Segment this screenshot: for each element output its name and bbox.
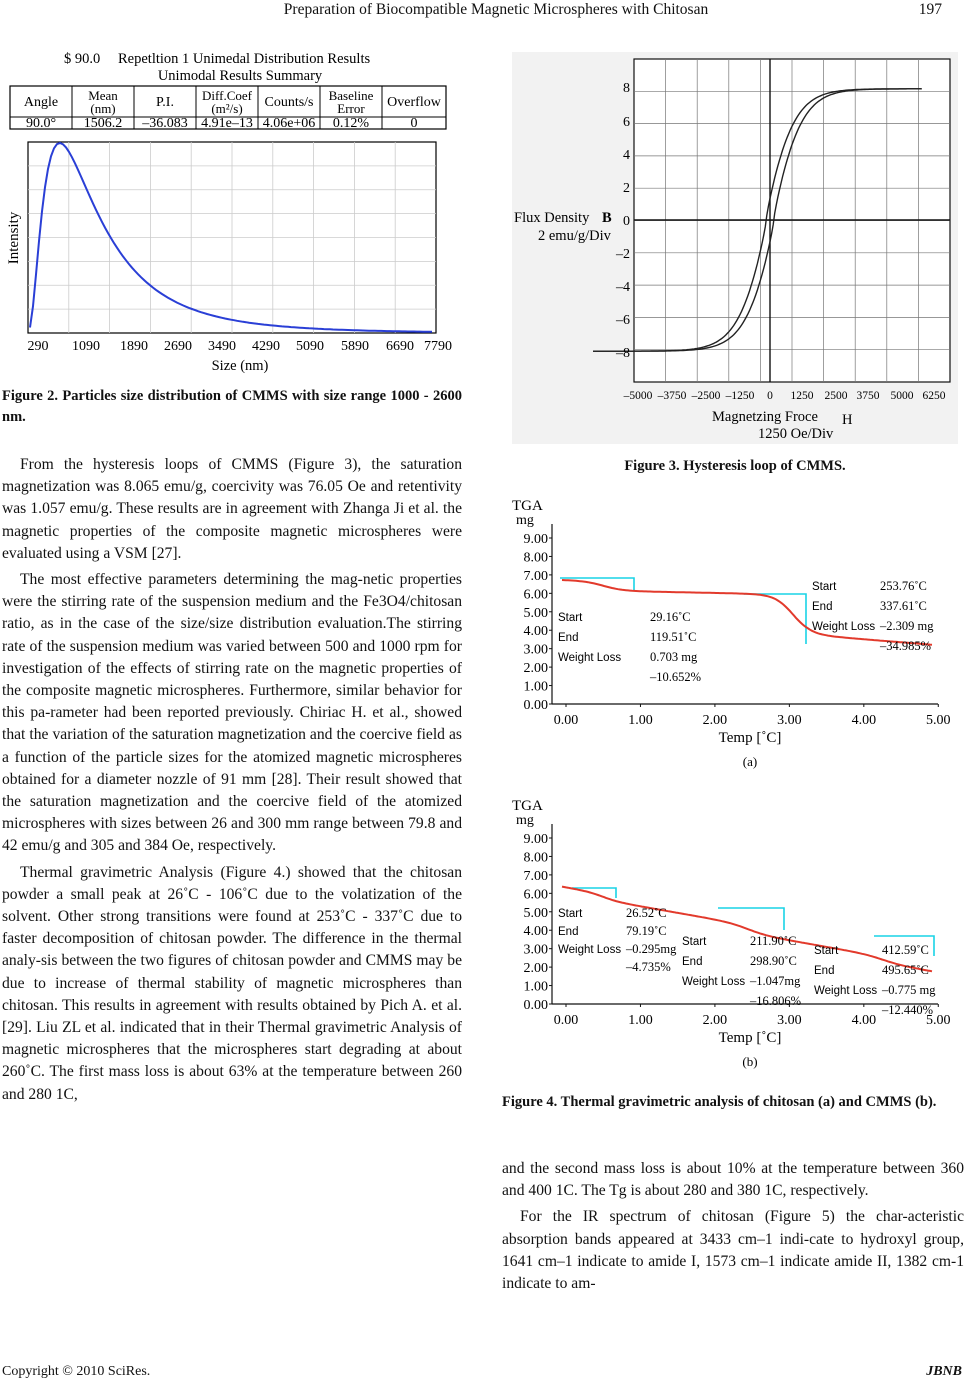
y-tick-label: 4.00 xyxy=(523,624,548,640)
figure-2-subtitle: Unimodal Results Summary xyxy=(157,68,323,84)
table-header: Counts/s xyxy=(264,95,314,110)
figure-2-top-label-2: Repetltion 1 Unimedal Distribution Results xyxy=(118,51,371,67)
step-start-value: 26.52˚C xyxy=(626,906,667,920)
step-loss-label: Weight Loss xyxy=(682,976,746,988)
step-start-label: Start xyxy=(558,612,583,624)
step-loss-percent: –4.735% xyxy=(626,960,671,974)
tga-xlabel: Temp [˚C] xyxy=(718,1030,782,1046)
x-tick-label: 5890 xyxy=(341,339,369,354)
table-header: Baseline xyxy=(328,88,374,103)
right-paragraph-1: and the second mass loss is about 10% at the temperature between 360 and 400 1C. The Tg is about 280 and 380 1C, respectively. xyxy=(502,1160,964,1200)
y-tick-label: 6.00 xyxy=(523,587,548,603)
step-bracket xyxy=(718,908,784,930)
running-title: Preparation of Biocompatible Magnetic Microspheres with Chitosan xyxy=(283,1,709,18)
step-end-label: End xyxy=(814,965,835,977)
x-tick-label: 6250 xyxy=(922,390,946,402)
step-loss-percent: –16.806% xyxy=(750,994,802,1008)
table-header: Angle xyxy=(23,95,59,110)
right-column-text xyxy=(502,1158,964,1295)
x-tick-label: –1250 xyxy=(725,390,755,402)
y-tick-label: 9.00 xyxy=(523,532,548,547)
y-tick-label: –4 xyxy=(616,280,630,295)
page-number: 197 xyxy=(918,1,942,18)
y-tick-label: 8.00 xyxy=(523,550,548,566)
table-header: P.I. xyxy=(156,95,174,110)
figure-2-xticks xyxy=(28,339,453,354)
x-tick-label: 2500 xyxy=(824,390,848,402)
step-loss-label: Weight Loss xyxy=(814,985,878,997)
step-start-value: 29.16˚C xyxy=(650,610,691,624)
y-tick-label: 8.00 xyxy=(523,850,548,866)
figure-2-ylabel: Intensity xyxy=(6,211,22,265)
y-tick-label: 4.00 xyxy=(523,924,548,940)
tga-curve xyxy=(562,887,932,972)
figure-2-top-label: $ 90.0 xyxy=(64,51,101,67)
step-end-value: 495.65˚C xyxy=(882,963,929,977)
x-tick-label: 2690 xyxy=(164,339,192,354)
y-tick-label: 7.00 xyxy=(523,568,548,584)
step-loss-percent: –34.985% xyxy=(880,639,932,653)
step-loss-label: Weight Loss xyxy=(812,621,876,633)
x-tick-label: 1.00 xyxy=(628,713,653,728)
x-tick-label: 4.00 xyxy=(851,1013,877,1028)
left-column-text xyxy=(2,454,462,1106)
tga-title: TGA xyxy=(512,498,543,514)
x-tick-label: 3750 xyxy=(856,390,880,402)
right-paragraph-2: For the IR spectrum of chitosan (Figure 5) the char-acteristic absorption bands appeared at 3433 cm–1 indi-cate to hydroxyl group, 1641 cm–1 indicate to amide I, 1573 cm–1 indicate amide II, 1382 cm-1 indicate to am- xyxy=(502,1208,964,1293)
x-tick-label: 2.00 xyxy=(702,713,728,728)
figure-3-ylabel-1: Flux Density xyxy=(514,210,590,226)
tga-xlabel: Temp [˚C] xyxy=(718,730,782,746)
figure-3-xlabel-2: 1250 Oe/Div xyxy=(758,426,834,442)
x-tick-label: –2500 xyxy=(691,390,721,402)
x-tick-label: –5000 xyxy=(623,390,653,402)
step-start-value: 253.76˚C xyxy=(880,579,927,593)
y-tick-label: 2 xyxy=(623,181,630,196)
left-paragraph-2: The most effective parameters determining the mag-netic properties were the stirring rate of the suspension medium and the Fe3O4/chitosan ratio, as in the case of the size/size distribution evaluation.The stirring rate of the suspension medium was varied between 500 and 1000 rpm for investigation of the effects of stirring rate on the magnetic properties of the composite magnetic microspheres. Furthermore, similar behavior for this pa-rameter had been reported previously. Chiriac H. et al., showed that the variation of the saturation magnetization and the coercive field as a function of the particle sizes for the atomized magnetic microspheres obtained for a diameter nozzle of 91 mm [28]. Their result showed that the saturation magnetization and the coercive field of the atomized microspheres with sizes between 26 and 300 mm range between 79.8 and 42 emu/g and 305 and 384 Oe, respectively. xyxy=(2,571,462,855)
x-tick-label: 3.00 xyxy=(777,1013,802,1028)
x-tick-label: –3750 xyxy=(657,390,687,402)
step-loss-value: –2.309 mg xyxy=(880,619,934,633)
step-loss-label: Weight Loss xyxy=(558,944,622,956)
figure-3-yticks xyxy=(615,81,630,361)
y-tick-label: 2.00 xyxy=(523,661,548,677)
y-tick-label: 1.00 xyxy=(523,679,548,695)
step-end-label: End xyxy=(558,926,579,938)
figure-4b-graphic xyxy=(508,796,960,1078)
y-tick-label: 5.00 xyxy=(523,605,548,621)
figure-3-caption: Figure 3. Hysteresis loop of CMMS. xyxy=(624,458,846,474)
figure-3-ylabel-2: 2 emu/g/Div xyxy=(538,228,611,244)
table-cell: 1506.2 xyxy=(83,116,123,131)
step-loss-value: 0.703 mg xyxy=(650,650,698,664)
table-header-unit: (m²/s) xyxy=(211,101,243,116)
y-tick-label: 6 xyxy=(623,115,630,130)
left-paragraph-3: Thermal gravimetric Analysis (Figure 4.) showed that the chitosan powder a small peak at 26˚C - 106˚C due to the volatization of the solvent. Other strong transitions were found at 253˚C - 337˚C due to faster decomposition of chitosan powder. The difference in the thermal analy-sis between the two figures of chitosan powder and CMMS may be due to increase of thermal stability of magnetic microspheres than chitosan. This results in agreement with results obtained by Pich A. et al. [29]. Liu ZL et al. indicated that in their Thermal gravimetric Analysis of magnetic microspheres that the microspheres start degrading at about 260˚C. The first mass loss is about 63% at the temperature between 260 and 280 1C, xyxy=(2,863,462,1103)
step-end-label: End xyxy=(812,601,833,613)
x-tick-label: 290 xyxy=(27,339,49,354)
x-tick-label: 4290 xyxy=(252,339,280,354)
figure-2 xyxy=(0,40,464,380)
footer xyxy=(2,1364,962,1380)
table-cell: 0 xyxy=(410,116,418,131)
table-cell: 4.06e+06 xyxy=(262,116,316,131)
size-summary-table xyxy=(24,86,442,131)
step-end-value: 119.51˚C xyxy=(650,630,697,644)
table-header: Mean xyxy=(88,88,118,103)
step-start-value: 412.59˚C xyxy=(882,943,929,957)
figure-3-ylabel-b: B xyxy=(602,210,612,226)
running-head xyxy=(0,0,964,22)
x-tick-label: 0.00 xyxy=(553,1013,579,1028)
tga-curve xyxy=(562,580,932,645)
y-tick-label: 3.00 xyxy=(523,642,548,658)
y-tick-label: 0.00 xyxy=(523,998,548,1013)
figure-4a xyxy=(508,496,960,776)
x-tick-label: 1.00 xyxy=(628,1013,653,1028)
figure-3-xticks xyxy=(623,390,946,402)
x-tick-label: 0 xyxy=(767,390,773,402)
tga-sublabel: (a) xyxy=(742,754,758,769)
step-start-label: Start xyxy=(682,936,707,948)
tga-sublabel: (b) xyxy=(742,1054,758,1069)
figure-4a-graphic xyxy=(508,496,960,776)
table-cell: 0.12% xyxy=(332,116,370,131)
step-end-value: 337.61˚C xyxy=(880,599,927,613)
x-tick-label: 0.00 xyxy=(553,713,579,728)
tga-unit: mg xyxy=(516,813,534,828)
step-loss-percent: –10.652% xyxy=(650,670,702,684)
table-header-unit: Error xyxy=(337,101,365,116)
figure-2-caption: Figure 2. Particles size distribution of CMMS with size range 1000 - 2600 nm. xyxy=(2,388,462,425)
x-tick-label: 4.00 xyxy=(851,713,877,728)
step-end-label: End xyxy=(682,956,703,968)
x-tick-label: 5000 xyxy=(890,390,914,402)
x-tick-label: 1890 xyxy=(120,339,148,354)
step-loss-value: –0.295mg xyxy=(626,942,677,956)
table-header: Overflow xyxy=(387,95,441,110)
step-end-label: End xyxy=(558,632,579,644)
figure-3 xyxy=(512,52,958,444)
left-paragraph-1: From the hysteresis loops of CMMS (Figure 3), the saturation magnetization was 8.065 emu/g, coercivity was 76.05 Oe and retentivity was 1.057 emu/g. These results are in agreement with Zhanga Ji et al. the magnetic properties of the composite magnetic microspheres were evaluated using a VSM [27]. xyxy=(2,456,462,562)
y-tick-label: 2.00 xyxy=(523,961,548,977)
x-tick-label: 5.00 xyxy=(926,1013,951,1028)
y-tick-label: –6 xyxy=(616,313,630,328)
copyright: Copyright © 2010 SciRes. xyxy=(2,1364,151,1379)
y-tick-label: 0.00 xyxy=(523,698,548,713)
y-tick-label: 6.00 xyxy=(523,887,548,903)
step-loss-value: –1.047mg xyxy=(750,974,801,988)
figure-2-xlabel: Size (nm) xyxy=(211,358,269,374)
step-end-value: 79.19˚C xyxy=(626,924,667,938)
y-tick-label: 7.00 xyxy=(523,868,548,884)
x-tick-label: 3490 xyxy=(208,339,236,354)
y-tick-label: 4 xyxy=(623,148,630,163)
x-tick-label: 3.00 xyxy=(777,713,802,728)
step-start-label: Start xyxy=(814,945,839,957)
figure-4-caption: Figure 4. Thermal gravimetric analysis of chitosan (a) and CMMS (b). xyxy=(502,1094,937,1110)
x-tick-label: 2.00 xyxy=(702,1013,728,1028)
journal-name: JBNB xyxy=(926,1364,962,1379)
y-tick-label: 3.00 xyxy=(523,942,548,958)
tga-title: TGA xyxy=(512,798,543,814)
y-tick-label: 5.00 xyxy=(523,905,548,921)
step-start-label: Start xyxy=(812,581,837,593)
step-start-label: Start xyxy=(558,908,583,920)
figure-4b xyxy=(508,796,960,1078)
x-tick-label: 1090 xyxy=(72,339,100,354)
step-start-value: 211.90˚C xyxy=(750,934,797,948)
y-tick-label: –2 xyxy=(616,247,630,262)
x-tick-label: 5.00 xyxy=(926,713,951,728)
table-header-unit: (nm) xyxy=(90,101,116,116)
x-tick-label: 5090 xyxy=(296,339,324,354)
table-cell: 90.0° xyxy=(25,116,57,131)
y-tick-label: 8 xyxy=(623,81,630,96)
table-header: Diff.Coef xyxy=(202,88,252,103)
x-tick-label: 1250 xyxy=(790,390,814,402)
figure-3-xlabel-1: Magnetzing Froce xyxy=(712,409,818,425)
step-loss-value: –0.775 mg xyxy=(882,983,936,997)
x-tick-label: 7790 xyxy=(424,339,452,354)
y-tick-label: 1.00 xyxy=(523,979,548,995)
y-tick-label: –8 xyxy=(616,346,630,361)
table-cell: 4.91e–13 xyxy=(201,116,253,131)
tga-unit: mg xyxy=(516,513,534,528)
figure-3-graphic xyxy=(512,52,958,444)
step-loss-percent: –12.440% xyxy=(882,1003,934,1017)
x-tick-label: 6690 xyxy=(386,339,414,354)
figure-2-graphic xyxy=(0,40,464,380)
y-tick-label: 9.00 xyxy=(523,832,548,847)
step-loss-label: Weight Loss xyxy=(558,652,622,664)
figure-3-xlabel-h: H xyxy=(842,412,853,428)
step-end-value: 298.90˚C xyxy=(750,954,797,968)
y-tick-label: 0 xyxy=(623,214,630,229)
table-cell: –36.083 xyxy=(142,116,188,131)
